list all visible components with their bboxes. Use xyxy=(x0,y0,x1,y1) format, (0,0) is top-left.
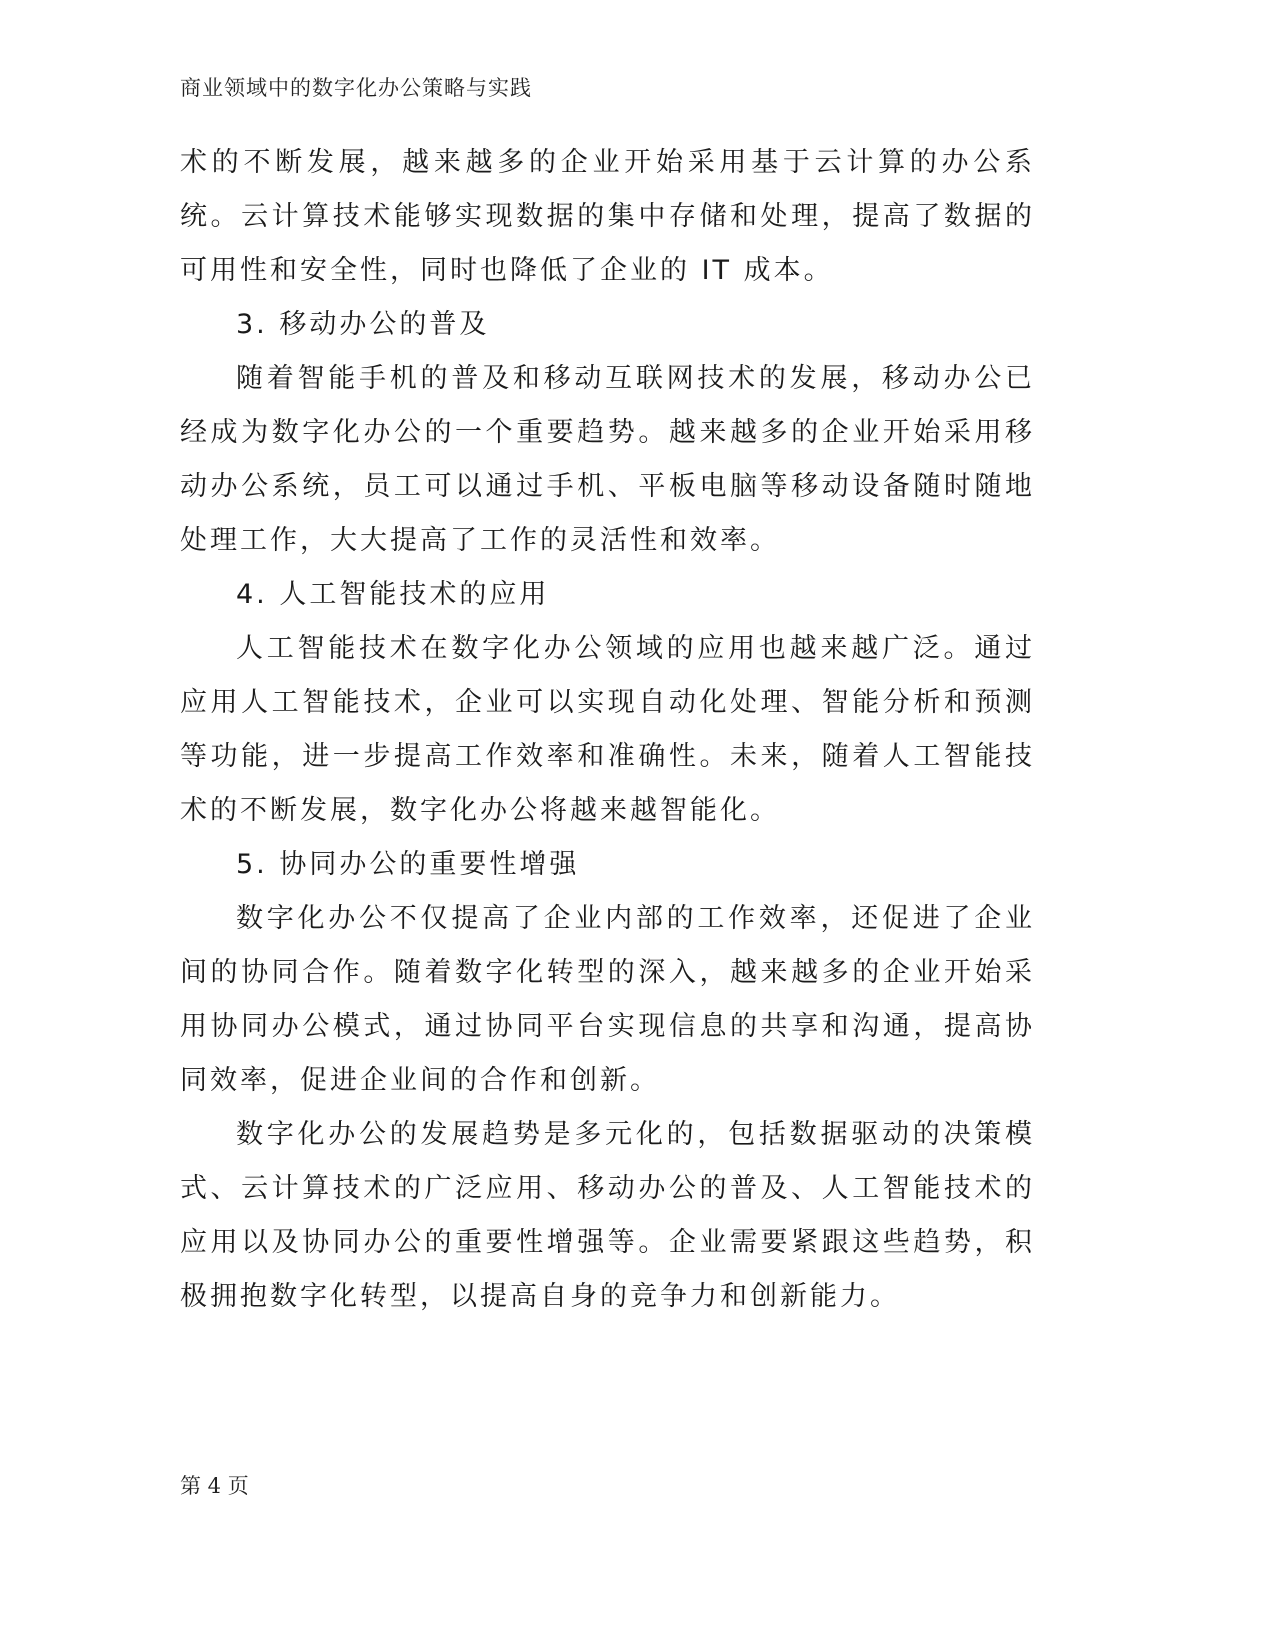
paragraph-mobile-office: 随着智能手机的普及和移动互联网技术的发展，移动办公已经成为数字化办公的一个重要趋势。越来越多的企业开始采用移动办公系统，员工可以通过手机、平板电脑等移动设备随时随地处理工作，大大提高了工作的灵活性和效率。 xyxy=(180,363,1035,556)
paragraph-summary: 数字化办公的发展趋势是多元化的，包括数据驱动的决策模式、云计算技术的广泛应用、移动办公的普及、人工智能技术的应用以及协同办公的重要性增强等。企业需要紧跟这些趋势，积极拥抱数字化转型，以提高自身的竞争力和创新能力。 xyxy=(180,1119,1035,1312)
paragraph-ai: 人工智能技术在数字化办公领域的应用也越来越广泛。通过应用人工智能技术，企业可以实现自动化处理、智能分析和预测等功能，进一步提高工作效率和准确性。未来，随着人工智能技术的不断发展，数字化办公将越来越智能化。 xyxy=(180,633,1035,826)
page-number: 第 4 页 xyxy=(180,1474,249,1498)
section-heading-ai: 4. 人工智能技术的应用 xyxy=(236,579,550,610)
paragraph-collaboration: 数字化办公不仅提高了企业内部的工作效率，还促进了企业间的协同合作。随着数字化转型的深入，越来越多的企业开始采用协同办公模式，通过协同平台实现信息的共享和沟通，提高协同效率，促进企业间的合作和创新。 xyxy=(180,903,1035,1096)
paragraph-cloud-continued: 术的不断发展，越来越多的企业开始采用基于云计算的办公系统。云计算技术能够实现数据的集中存储和处理，提高了数据的可用性和安全性，同时也降低了企业的 IT 成本。 xyxy=(180,147,1035,286)
page-header: 商业领域中的数字化办公策略与实践 xyxy=(180,76,532,100)
section-heading-collaboration: 5. 协同办公的重要性增强 xyxy=(236,849,580,880)
document-body xyxy=(180,136,1035,1324)
section-heading-mobile-office: 3. 移动办公的普及 xyxy=(236,309,490,340)
